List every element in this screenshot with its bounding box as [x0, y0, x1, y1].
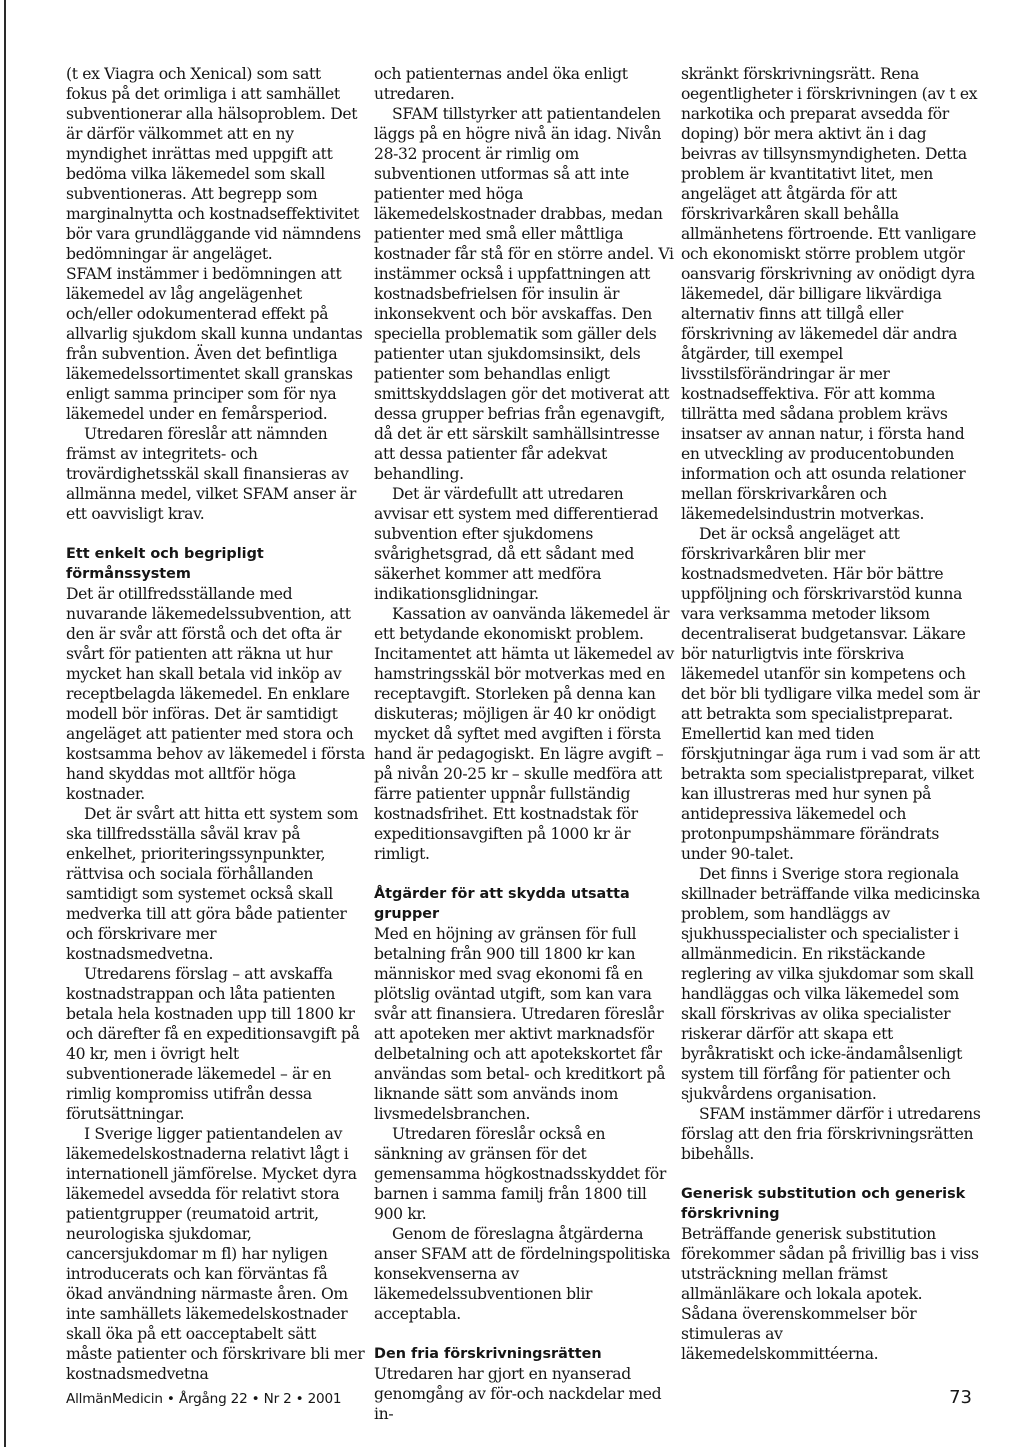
section-heading: Generisk substitution och generisk förskrivning	[681, 1186, 966, 1222]
section-heading: Den fria förskrivningsrätten	[374, 1346, 602, 1362]
paragraph: Det är svårt att hitta ett system som ska tillfredsställa såväl krav på enkelhet, prioriteringssynpunkter, rättvisa och sociala förhållanden samtidigt som systemet också skall medverka till att göra både patienter och förskrivare mer kostnadsmedvetna.	[66, 805, 359, 963]
text-column-3	[681, 64, 981, 1364]
paragraph: (t ex Viagra och Xenical) som satt fokus på det orimliga i att samhället subventionerar alla hälsoproblem. Det är därför välkommet att en ny myndighet inrättas med uppgift att bedöma vilka läkemedel som skall subventioneras. Att begrepp som marginalnytta och kostnadseffektivitet bör vara grundläggande vid nämndens bedömningar är angeläget.	[66, 65, 361, 263]
paragraph: Utredaren föreslår att nämnden främst av integritets- och trovärdighetsskäl skall finansieras av allmänna medel, vilket SFAM anser är ett oavvisligt krav.	[66, 425, 356, 523]
section-heading: Ett enkelt och begripligt förmånssystem	[66, 546, 264, 582]
paragraph: Det är otillfredsställande med nuvarande läkemedelssubvention, att den är svår att förstå och det ofta är svårt för patienten att räkna ut hur mycket han skall betala vid inköp av receptbelagda läkemedel. En enklare modell bör införas. Det är samtidigt angeläget att patienter med stora och kostsamma behov av läkemedel i första hand skyddas mot alltför höga kostnader.	[66, 585, 366, 803]
paragraph: skränkt förskrivningsrätt. Rena oegentligheter i förskrivningen (av t ex narkotika och preparat avsedda för doping) bör mera aktivt än i dag beivras av tillsynsmyndigheten. Detta problem är kvantitativt litet, men angeläget att åtgärda för att förskrivarkåren skall behålla allmänhetens förtroende. Ett vanligare och ekonomiskt större problem utgör oansvarig förskrivning av onödigt dyra läkemedel, där billigare likvärdiga alternativ finns att tillgå eller förskrivning av läkemedel där andra åtgärder, till exempel livsstilsförändringar är mer kostnadseffektiva. För att komma tillrätta med sådana problem krävs insatser av annan natur, i första hand en utveckling av producentobunden information och att osunda relationer mellan förskrivarkåren och läkemedelsindustrin motverkas.	[681, 65, 978, 523]
paragraph: Beträffande generisk substitution förekommer sådan på frivillig bas i viss utsträckning mellan främst allmänläkare och lokala apotek. Sådana överenskommelser bör stimuleras av läkemedelskommittéerna.	[681, 1225, 979, 1363]
paragraph: och patienternas andel öka enligt utredaren.	[374, 65, 628, 103]
paragraph: Det är också angeläget att förskrivarkåren blir mer kostnadsmedveten. Här bör bättre uppföljning och förskrivarstöd kunna vara verksamma metoder liksom decentraliserat budgetansvar. Läkare bör naturligtvis inte förskriva läkemedel utanför sin kompetens och det bör bli tydligare vilka medel som är att betrakta som specialistpreparat. Emellertid kan med tiden förskjutningar äga rum i vad som är att betrakta som specialistpreparat, vilket kan illustreras med hur synen på antidepressiva läkemedel och protonpumpshämmare förändrats under 90-talet.	[681, 525, 980, 863]
paragraph: Kassation av oanvända läkemedel är ett betydande ekonomiskt problem. Incitamentet att hämta ut läkemedel av hamstringsskäl bör motverkas med en receptavgift. Storleken på denna kan diskuteras; möjligen är 40 kr onödigt mycket då syftet med avgiften i första hand är pedagogiskt. En lägre avgift – på nivån 20-25 kr – skulle medföra att färre patienter uppnår fullständig kostnadsfrihet. Ett kostnadstak för expeditionsavgiften på 1000 kr är rimligt.	[374, 605, 674, 863]
page-number: 73	[949, 1387, 972, 1408]
paragraph: Det är värdefullt att utredaren avvisar ett system med differentierad subvention efter sjukdomens svårighetsgrad, då ett sådant med säkerhet kommer att medföra indikationsglidningar.	[374, 485, 659, 603]
paragraph: SFAM instämmer därför i utredarens förslag att den fria förskrivningsrätten bibehålls.	[681, 1105, 981, 1163]
paragraph: Utredaren har gjort en nyanserad genomgång av för-och nackdelar med in-	[374, 1365, 662, 1423]
section-heading: Åtgärder för att skydda utsatta grupper	[374, 886, 630, 922]
paragraph: Det finns i Sverige stora regionala skillnader beträffande vilka medicinska problem, som handläggs av sjukhusspecialister och specialister i allmänmedicin. En rikstäckande reglering av vilka sjukdomar som skall handläggas och vilka läkemedel som skall förskrivas av olika specialister riskerar därför att skapa ett byråkratiskt och icke-ändamålsenligt system till förfång för patienter och sjukvårdens organisation.	[681, 865, 980, 1103]
paragraph: Utredaren föreslår också en sänkning av gränsen för det gemensamma högkostnadsskyddet för barnen i samma familj från 1800 till 900 kr.	[374, 1125, 666, 1223]
paragraph: Genom de föreslagna åtgärderna anser SFAM att de fördelningspolitiska konsekvenserna av läkemedelssubventionen blir acceptabla.	[374, 1225, 671, 1323]
paragraph: Utredarens förslag – att avskaffa kostnadstrappan och låta patienten betala hela kostnaden upp till 1800 kr och därefter få en expeditionsavgift på 40 kr, men i övrigt helt subventionerade läkemedel – är en rimlig kompromiss utifrån dessa förutsättningar.	[66, 965, 360, 1123]
paragraph: I Sverige ligger patientandelen av läkemedelskostnaderna relativt lågt i internationell jämförelse. Mycket dyra läkemedel avsedda för relativt stora patientgrupper (reumatoid artrit, neurologiska sjukdomar, cancersjukdomar m fl) har nyligen introducerats och kan förväntas få ökad användning närmaste åren. Om inte samhällets läkemedelskostnader skall öka på ett oacceptabelt sätt måste patienter och förskrivare bli mer kostnadsmedvetna	[66, 1125, 365, 1383]
paragraph: SFAM instämmer i bedömningen att läkemedel av låg angelägenhet och/eller odokumenterad effekt på allvarlig sjukdom skall kunna undantas från subvention. Även det befintliga läkemedelssortimentet skall granskas enligt samma principer som för nya läkemedel under en femårsperiod.	[66, 265, 363, 423]
page-edge-rule	[4, 0, 6, 1447]
paragraph: Med en höjning av gränsen för full betalning från 900 till 1800 kr kan människor med svag ekonomi få en plötslig oväntad utgift, som kan vara svår att finansiera. Utredaren föreslår att apoteken mer aktivt marknadsför delbetalning och att apotekskortet får användas som betal- och kreditkort på liknande sätt som används inom livsmedelsbranchen.	[374, 925, 666, 1123]
paragraph: SFAM tillstyrker att patientandelen läggs på en högre nivå än idag. Nivån 28-32 procent är rimlig om subventionen utformas så att inte patienter med höga läkemedelskostnader drabbas, medan patienter med små eller måttliga kostnader får stå för en större andel. Vi instämmer också i uppfattningen att kostnadsbefrielsen för insulin är inkonsekvent och bör avskaffas. Den speciella problematik som gäller dels patienter utan sjukdomsinsikt, dels patienter som behandlas enligt smittskyddslagen gör det motiverat att dessa grupper befrias från egenavgift, då det är ett särskilt samhällsintresse att dessa patienter får adekvat behandling.	[374, 105, 674, 483]
text-column-2	[374, 64, 674, 1424]
journal-footer: AllmänMedicin • Årgång 22 • Nr 2 • 2001	[66, 1391, 342, 1407]
text-column-1	[66, 64, 366, 1384]
